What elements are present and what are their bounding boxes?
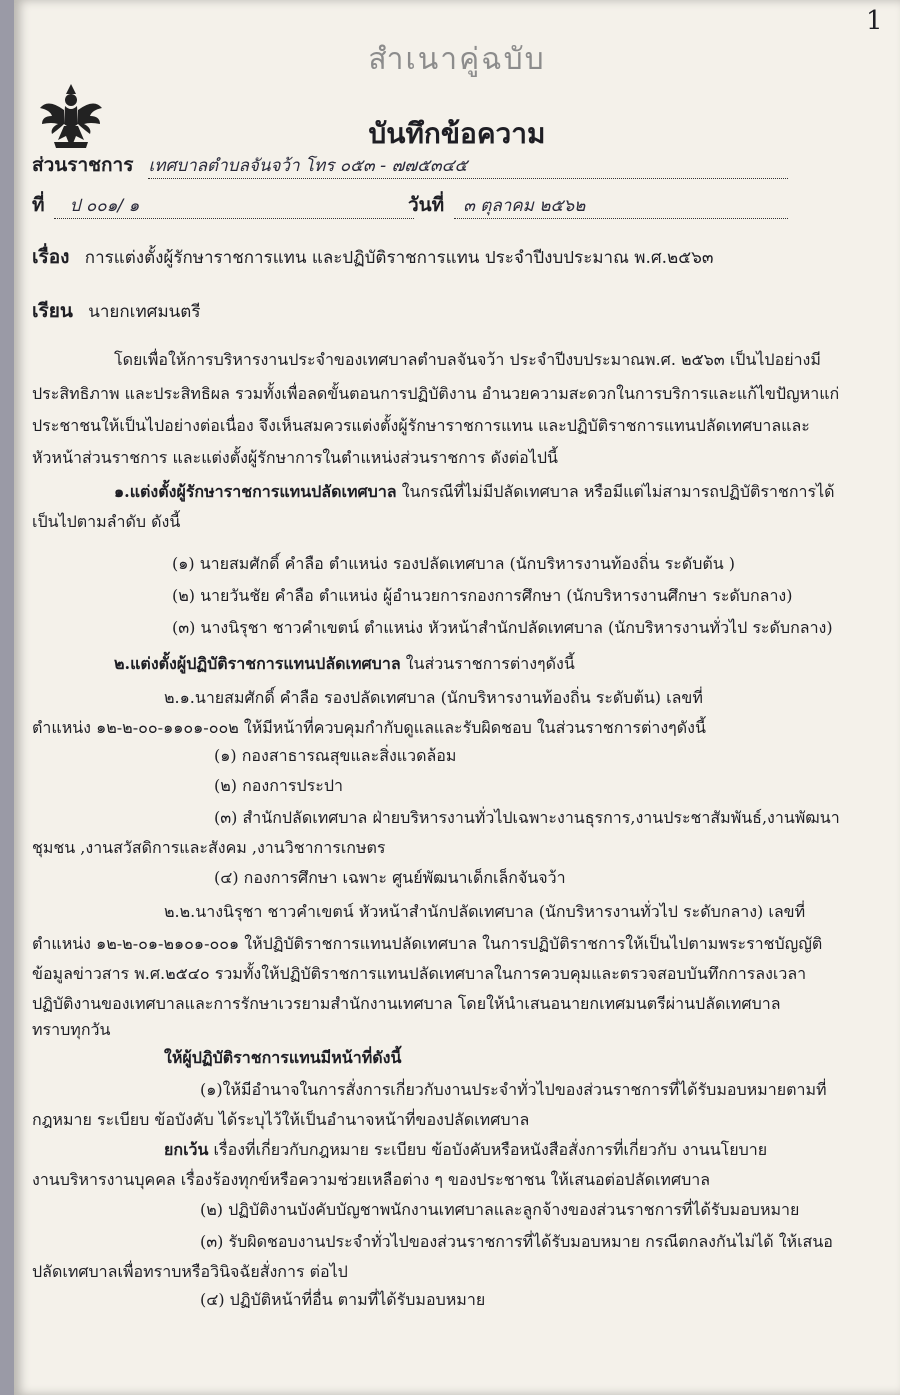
appointee-1: (๑) นายสมศักดิ์ คำลือ ตำแหน่ง รองปลัดเทศบาล (นักบริหารงานท้องถิ่น ระดับต้น ) — [172, 554, 736, 573]
section-2-heading: ๒.แต่งตั้งผู้ปฏิบัติราชการแทนปลัดเทศบาล — [114, 654, 401, 673]
item-2-1-position: ตำแหน่ง ๑๒-๒-๐๐-๑๑๐๑-๐๐๒ ให้มีหน้าที่ควบคุมกำกับดูแลและรับผิดชอบ ในส่วนราชการต่างๆดังนี้ — [32, 718, 706, 737]
division-1: (๑) กองสาธารณสุขและสิ่งแวดล้อม — [214, 746, 457, 765]
copy-stamp: สำเนาคู่ฉบับ — [368, 42, 546, 77]
exception-cont: งานบริหารงานบุคคล เรื่องร้องทุกข์หรือความช่วยเหลือต่าง ๆ ของประชาชน ให้เสนอต่อปลัดเทศบาล — [32, 1170, 711, 1189]
subject-label: เรื่อง — [32, 246, 70, 268]
to-label: เรียน — [32, 300, 73, 322]
date-label: วันที่ — [408, 194, 445, 216]
section-1-condition: ในกรณีที่ไม่มีปลัดเทศบาล หรือมีแต่ไม่สามารถปฏิบัติราชการได้ — [396, 482, 835, 501]
body-line-3: ประชาชนให้เป็นไปอย่างต่อเนื่อง จึงเห็นสมควรแต่งตั้งผู้รักษาราชการแทน และปฏิบัติราชการแทนปลัดเทศบาลและ — [32, 416, 810, 435]
section-1-heading-row — [114, 482, 835, 502]
subject-value: การแต่งตั้งผู้รักษาราชการแทน และปฏิบัติราชการแทน ประจำปีงบประมาณ พ.ศ.๒๕๖๓ — [84, 248, 714, 268]
division-3-cont: ชุมชน ,งานสวัสดิการและสังคม ,งานวิชาการเกษตร — [32, 838, 386, 857]
duty-3-cont: ปลัดเทศบาลเพื่อทราบหรือวินิจฉัยสั่งการ ต่อไป — [32, 1262, 348, 1281]
date-dotted-line — [454, 218, 788, 219]
exception-text: เรื่องที่เกี่ยวกับกฎหมาย ระเบียบ ข้อบังคับหรือหนังสือสั่งการที่เกี่ยวกับ งานนโยบาย — [208, 1140, 768, 1159]
page-number: 1 — [866, 6, 883, 36]
memo-page — [14, 0, 900, 1395]
date-value: ๓ ตุลาคม ๒๕๖๒ — [463, 196, 586, 216]
to-value: นายกเทศมนตรี — [88, 302, 201, 322]
body-line-4: หัวหน้าส่วนราชการ และแต่งตั้งผู้รักษาการในตำแหน่งส่วนราชการ ดังต่อไปนี้ — [32, 448, 558, 467]
body-line-2: ประสิทธิภาพ และประสิทธิผล รวมทั้งเพื่อลดขั้นตอนการปฏิบัติงาน อำนวยความสะดวกในการบริการและแก้ไขปัญหาแก่ — [32, 384, 840, 403]
body-line-7: เป็นไปตามลำดับ ดังนี้ — [32, 512, 181, 531]
division-4: (๔) กองการศึกษา เฉพาะ ศูนย์พัฒนาเด็กเล็กจันจว้า — [214, 868, 566, 887]
duty-4: (๔) ปฏิบัติหน้าที่อื่น ตามที่ได้รับมอบหมาย — [200, 1290, 486, 1309]
agency-dotted-line — [148, 178, 788, 179]
duty-2: (๒) ปฏิบัติงานบังคับบัญชาพนักงานเทศบาลและลูกจ้างของส่วนราชการที่ได้รับมอบหมาย — [200, 1200, 800, 1219]
exception-label: ยกเว้น — [164, 1140, 209, 1159]
agency-value: เทศบาลตำบลจันจว้า โทร ๐๕๓ - ๗๗๕๓๔๕ — [148, 156, 468, 176]
duty-1-cont: กฎหมาย ระเบียบ ข้อบังคับ ได้ระบุไว้ให้เป็นอำนาจหน้าที่ของปลัดเทศบาล — [32, 1110, 530, 1129]
subject-row — [32, 242, 714, 272]
section-1-heading: ๑.แต่งตั้งผู้รักษาราชการแทนปลัดเทศบาล — [114, 482, 397, 501]
ref-dotted-line — [54, 218, 414, 219]
item-2-2: ๒.๒.นางนิรุชา ชาวคำเขตน์ หัวหน้าสำนักปลัดเทศบาล (นักบริหารงานทั่วไป ระดับกลาง) เลขที่ — [164, 902, 806, 921]
agency-row — [32, 150, 467, 180]
appointee-3: (๓) นางนิรุชา ชาวคำเขตน์ ตำแหน่ง หัวหน้าสำนักปลัดเทศบาล (นักบริหารงานทั่วไป ระดับกลาง) — [172, 618, 833, 637]
body-line-1: โดยเพื่อให้การบริหารงานประจำของเทศบาลตำบลจันจว้า ประจำปีงบประมาณพ.ศ. ๒๕๖๓ เป็นไปอย่างมี — [114, 350, 821, 369]
division-3: (๓) สำนักปลัดเทศบาล ฝ่ายบริหารงานทั่วไปเฉพาะงานธุรการ,งานประชาสัมพันธ์,งานพัฒนา — [214, 808, 840, 827]
item-2-1: ๒.๑.นายสมศักดิ์ คำลือ รองปลัดเทศบาล (นักบริหารงานท้องถิ่น ระดับต้น) เลขที่ — [164, 688, 703, 707]
to-row — [32, 296, 200, 326]
appointee-2: (๒) นายวันชัย คำลือ ตำแหน่ง ผู้อำนวยการกองการศึกษา (นักบริหารงานศึกษา ระดับกลาง) — [172, 586, 793, 605]
duty-1: (๑)ให้มีอำนาจในการสั่งการเกี่ยวกับงานประจำทั่วไปของส่วนราชการที่ได้รับมอบหมายตามที่ — [200, 1080, 827, 1099]
item-2-2-line-2: ตำแหน่ง ๑๒-๒-๐๑-๒๑๐๑-๐๐๑ ให้ปฏิบัติราชการแทนปลัดเทศบาล ในการปฏิบัติราชการให้เป็นไปตามพระราชบัญญัติ — [32, 934, 823, 953]
memo-title: บันทึกข้อความ — [368, 117, 546, 150]
exception-row — [164, 1140, 767, 1160]
duties-heading: ให้ผู้ปฏิบัติราชการแทนมีหน้าที่ดังนี้ — [164, 1048, 402, 1067]
item-2-2-line-4: ปฏิบัติงานของเทศบาลและการรักษาเวรยามสำนักงานเทศบาล โดยให้นำเสนอนายกเทศมนตรีผ่านปลัดเทศบาล — [32, 994, 781, 1013]
section-2-scope: ในส่วนราชการต่างๆดังนี้ — [400, 654, 575, 673]
ref-label: ที่ — [32, 194, 45, 216]
section-2-heading-row — [114, 654, 575, 674]
item-2-2-line-3: ข้อมูลข่าวสาร พ.ศ.๒๕๔๐ รวมทั้งให้ปฏิบัติราชการแทนปลัดเทศบาลในการควบคุมและตรวจสอบบันทึกการลงเวลา — [32, 964, 807, 983]
date-row — [408, 190, 585, 220]
duty-3: (๓) รับผิดชอบงานประจำทั่วไปของส่วนราชการที่ได้รับมอบหมาย กรณีตกลงกันไม่ได้ ให้เสนอ — [200, 1232, 833, 1251]
ref-value: ป ๐๐๑/ ๑ — [69, 196, 140, 216]
ref-row — [32, 190, 139, 220]
division-2: (๒) กองการประปา — [214, 776, 343, 795]
agency-label: ส่วนราชการ — [32, 154, 134, 176]
item-2-2-line-5: ทราบทุกวัน — [32, 1020, 111, 1039]
